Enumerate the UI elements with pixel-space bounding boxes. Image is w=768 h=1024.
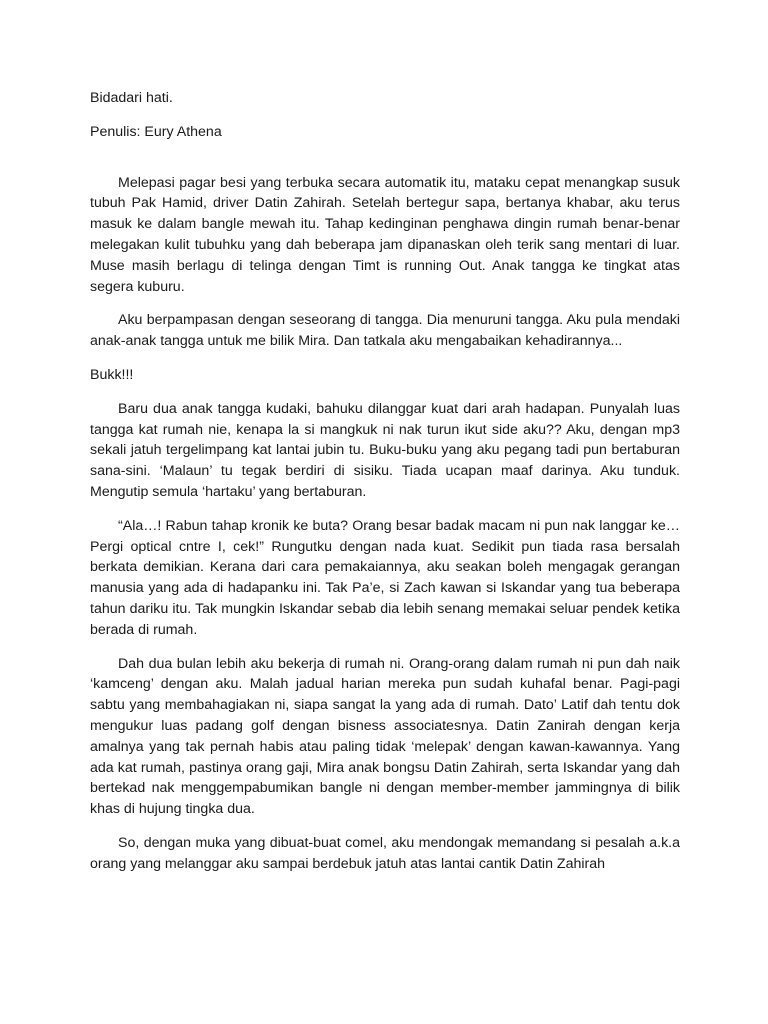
paragraph-1: Melepasi pagar besi yang terbuka secara automatik itu, mataku cepat menangkap susuk tubuh Pak Hamid, driver Datin Zahirah. Setelah bertegur sapa, bertanya khabar, aku terus masuk ke dalam bangle mewah itu. Tahap kedinginan penghawa dingin rumah benar-benar melegakan kulit tubuhku yang dah beberapa jam dipanaskan oleh terik sang mentari di luar. Muse masih berlagu di telinga dengan Timt is running Out. Anak tangga ke tingkat atas segera kuburu.: [90, 174, 680, 295]
author-line: Penulis: Eury Athena: [90, 123, 222, 140]
paragraph-3: Bukk!!!: [90, 366, 134, 383]
paragraph-6: Dah dua bulan lebih aku bekerja di rumah ni. Orang-orang dalam rumah ni pun dah naik ‘kamceng’ dengan aku. Malah jadual harian mereka pun sudah kuhafal benar. Pagi-pagi sabtu yang membahagiakan ni, siapa sangat la yang ada di rumah. Dato’ Latif dah tentu dok mengukur luas padang golf dengan bisness associatesnya. Datin Zanirah dengan kerja amalnya yang tak pernah habis atau paling tidak ‘melepak’ dengan kawan-kawannya. Yang ada kat rumah, pastinya orang gaji, Mira anak bongsu Datin Zahirah, serta Iskandar yang dah bertekad nak menggempabumikan bangle ni dengan member-member jammingnya di bilik khas di hujung tingka dua.: [90, 655, 680, 818]
paragraph-7: So, dengan muka yang dibuat-buat comel, aku mendongak memandang si pesalah a.k.a orang yang melanggar aku sampai berdebuk jatuh atas lantai cantik Datin Zahirah: [90, 834, 680, 872]
paragraph-5: “Ala…! Rabun tahap kronik ke buta? Orang besar badak macam ni pun nak langgar ke… Pergi optical cntre I, cek!” Rungutku dengan nada kuat. Sedikit pun tiada rasa bersalah berkata demikian. Kerana dari cara pemakaiannya, aku seakan boleh mengagak gerangan manusia yang ada di hadapanku ini. Tak Pa’e, si Zach kawan si Iskandar yang tua beberapa tahun dariku itu. Tak mungkin Iskandar sebab dia lebih senang memakai seluar pendek ketika berada di rumah.: [90, 517, 680, 638]
paragraph-4: Baru dua anak tangga kudaki, bahuku dilanggar kuat dari arah hadapan. Punyalah luas tangga kat rumah nie, kenapa la si mangkuk ni nak turun ikut side aku?? Aku, dengan mp3 sekali jatuh tergelimpang kat lantai jubin tu. Buku-buku yang aku pegang tadi pun bertaburan sana-sini. ‘Malaun’ tu tegak berdiri di sisiku. Tiada ucapan maaf darinya. Aku tunduk. Mengutip semula ‘hartaku’ yang bertaburan.: [90, 400, 680, 500]
document-body: [90, 88, 680, 888]
paragraph-2: Aku berpampasan dengan seseorang di tangga. Dia menuruni tangga. Aku pula mendaki anak-anak tangga untuk me bilik Mira. Dan tatkala aku mengabaikan kehadirannya...: [90, 312, 680, 350]
document-title: Bidadari hati.: [90, 90, 173, 106]
